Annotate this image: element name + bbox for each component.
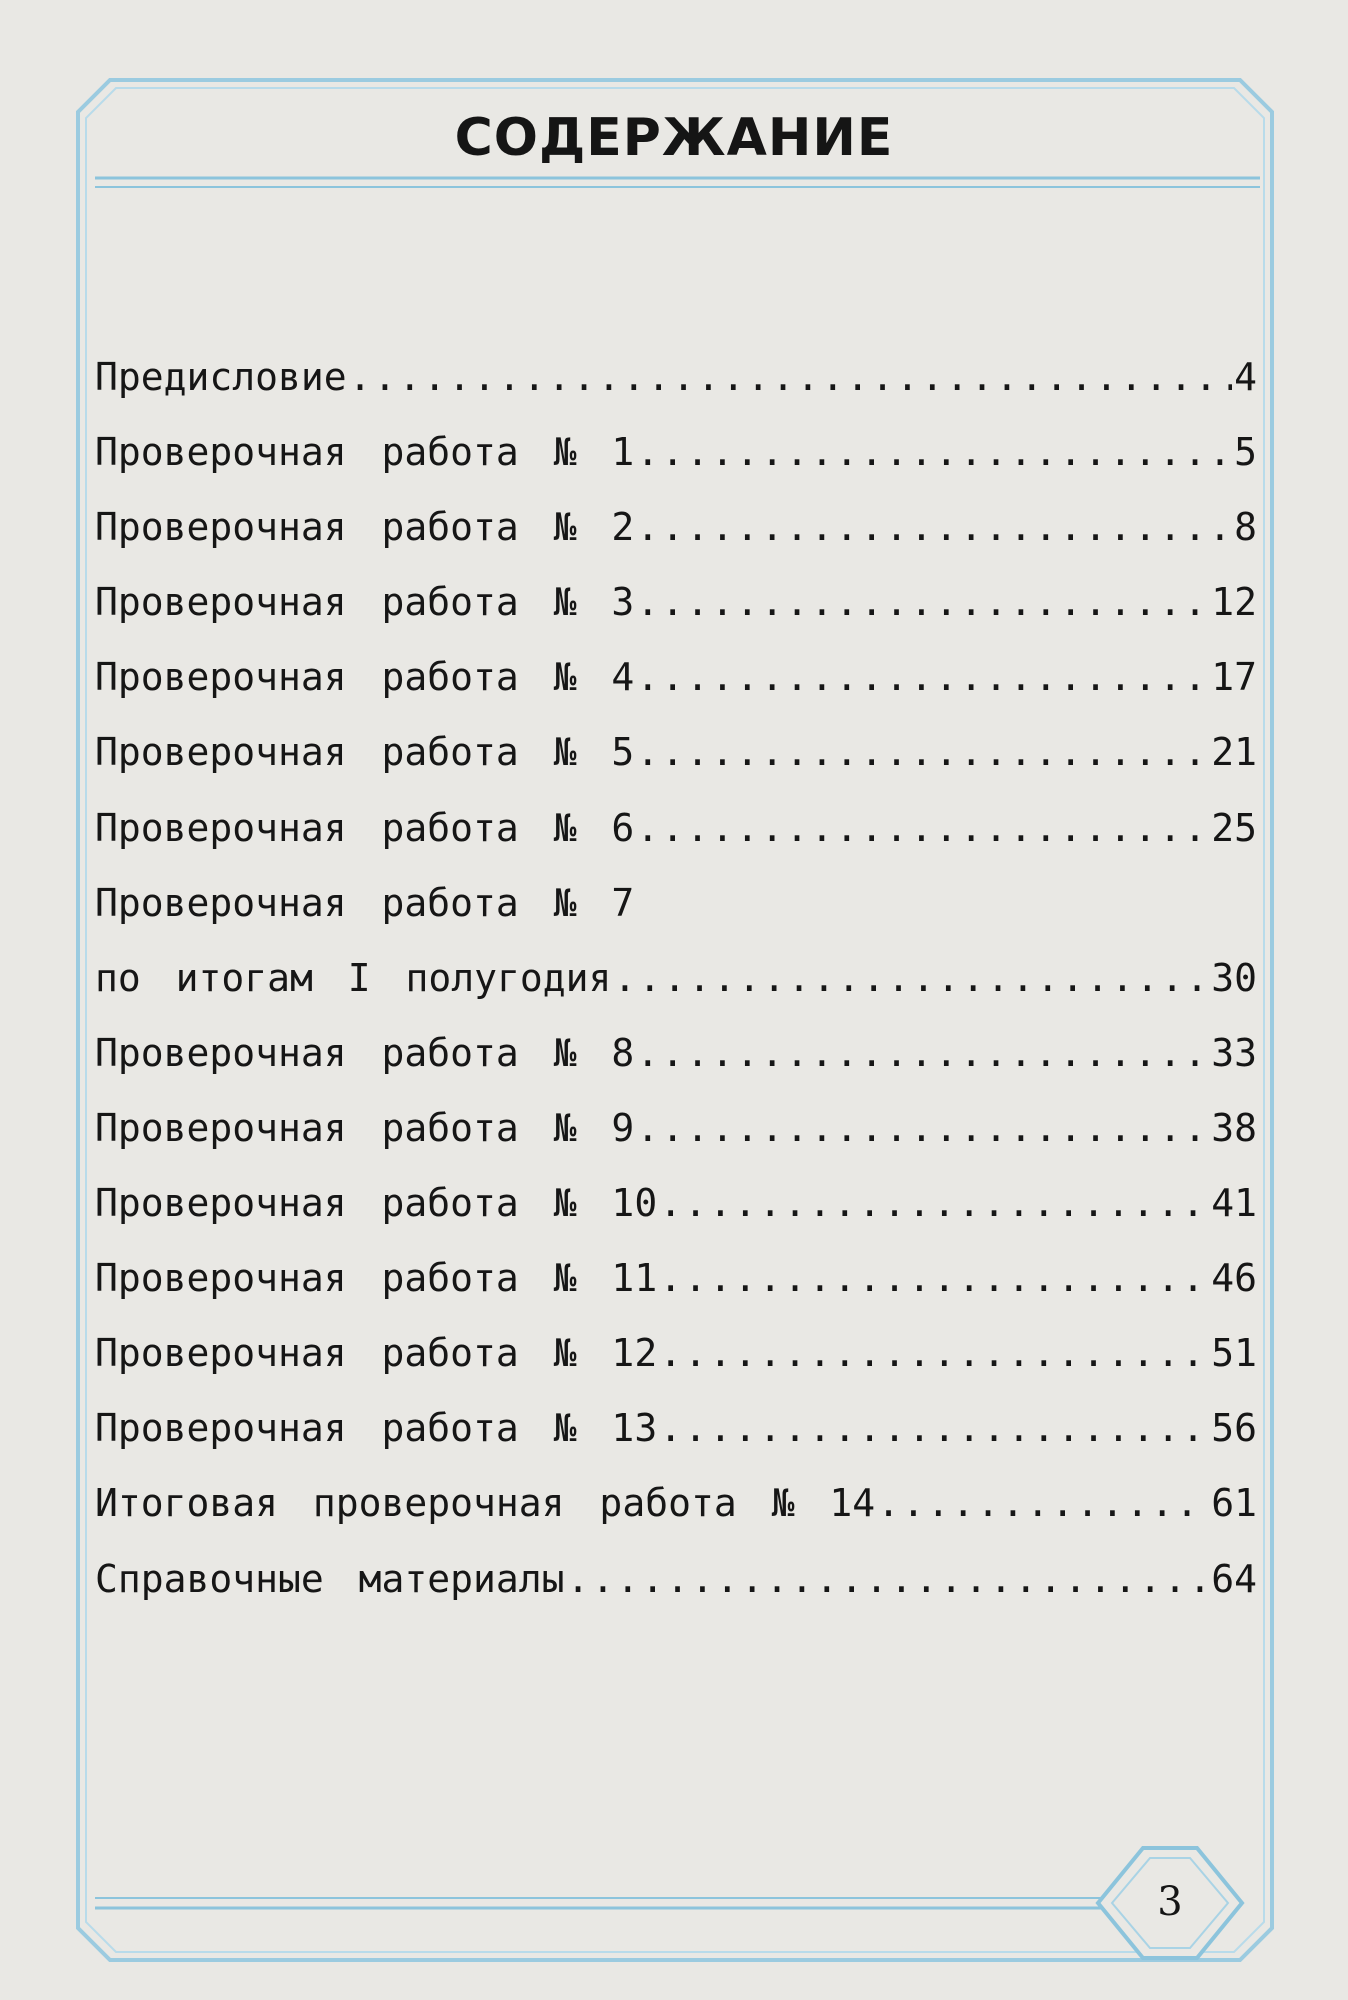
- toc-dot-leader: [636, 655, 1209, 699]
- toc-entry-label: по итогам I полугодия: [95, 955, 612, 1000]
- toc-entry-label: Проверочная работа № 11: [95, 1256, 658, 1301]
- toc-entry-page: 46: [1211, 1256, 1257, 1301]
- toc-entry: [95, 730, 1257, 805]
- toc-entry-label: Проверочная работа № 4: [95, 655, 635, 700]
- toc-entry-label: Проверочная работа № 7: [95, 880, 635, 925]
- toc-entry-label: Проверочная работа № 8: [95, 1030, 635, 1075]
- table-of-contents: [95, 355, 1257, 1632]
- toc-entry-label: Проверочная работа № 10: [95, 1181, 658, 1226]
- toc-entry: [95, 1331, 1257, 1406]
- toc-dot-leader: [659, 1256, 1209, 1300]
- toc-entry: [95, 505, 1257, 580]
- toc-entry: [95, 1031, 1257, 1106]
- toc-entry-page: 51: [1211, 1331, 1257, 1376]
- toc-dot-leader: [613, 956, 1209, 1000]
- toc-dot-leader: [636, 1031, 1209, 1075]
- toc-dot-leader: [636, 806, 1209, 850]
- toc-entry-label: Проверочная работа № 1: [95, 430, 635, 475]
- toc-entry: [95, 1406, 1257, 1481]
- toc-entry: [95, 806, 1257, 881]
- toc-entry-label: Предисловие: [95, 355, 347, 399]
- toc-entry-page: 8: [1234, 505, 1257, 550]
- toc-entry-page: 38: [1211, 1105, 1257, 1150]
- toc-dot-leader: [636, 430, 1232, 474]
- toc-entry-label: Проверочная работа № 6: [95, 805, 635, 850]
- toc-dot-leader: [636, 580, 1209, 624]
- toc-entry-label: Итоговая проверочная работа № 14: [95, 1481, 876, 1526]
- toc-entry: [95, 655, 1257, 730]
- toc-dot-leader: [349, 355, 1232, 399]
- toc-entry: [95, 1181, 1257, 1256]
- toc-entry-page: 30: [1211, 955, 1257, 1000]
- toc-entry-label: Проверочная работа № 13: [95, 1406, 658, 1451]
- toc-entry-label: Проверочная работа № 2: [95, 505, 635, 550]
- toc-entry-label: Проверочная работа № 3: [95, 580, 635, 625]
- toc-entry-label: Проверочная работа № 9: [95, 1105, 635, 1150]
- toc-entry-page: 61: [1211, 1481, 1257, 1526]
- toc-dot-leader: [636, 505, 1232, 549]
- toc-entry: [95, 956, 1257, 1031]
- toc-entry: [95, 430, 1257, 505]
- toc-dot-leader: [567, 1557, 1210, 1601]
- toc-entry-page: 17: [1211, 655, 1257, 700]
- toc-dot-leader: [659, 1406, 1209, 1450]
- toc-entry: [95, 1557, 1257, 1632]
- page-title: СОДЕРЖАНИЕ: [454, 108, 894, 168]
- toc-entry-page: 41: [1211, 1181, 1257, 1226]
- toc-entry-page: 64: [1211, 1556, 1257, 1601]
- page-number: 3: [1157, 1879, 1183, 1925]
- toc-entry: [95, 355, 1257, 430]
- toc-entry-label: Проверочная работа № 12: [95, 1331, 658, 1376]
- toc-entry-page: 56: [1211, 1406, 1257, 1451]
- toc-entry: [95, 1256, 1257, 1331]
- toc-dot-leader: [659, 1331, 1209, 1375]
- toc-entry: [95, 580, 1257, 655]
- toc-dot-leader: [636, 730, 1209, 774]
- toc-entry-label: Справочные материалы: [95, 1556, 565, 1601]
- toc-entry-page: 5: [1234, 430, 1257, 475]
- toc-dot-leader: [659, 1181, 1209, 1225]
- toc-entry-page: 25: [1211, 805, 1257, 850]
- toc-entry-page: 12: [1211, 580, 1257, 625]
- toc-entry: [95, 1106, 1257, 1181]
- toc-entry-page: 4: [1234, 355, 1257, 399]
- toc-dot-leader: [636, 1106, 1209, 1150]
- toc-dot-leader: [877, 1481, 1209, 1525]
- toc-entry-page: 21: [1211, 730, 1257, 775]
- toc-entry-page: 33: [1211, 1030, 1257, 1075]
- toc-entry: [95, 1481, 1257, 1556]
- toc-entry-heading-line: [95, 881, 1257, 956]
- toc-entry-label: Проверочная работа № 5: [95, 730, 635, 775]
